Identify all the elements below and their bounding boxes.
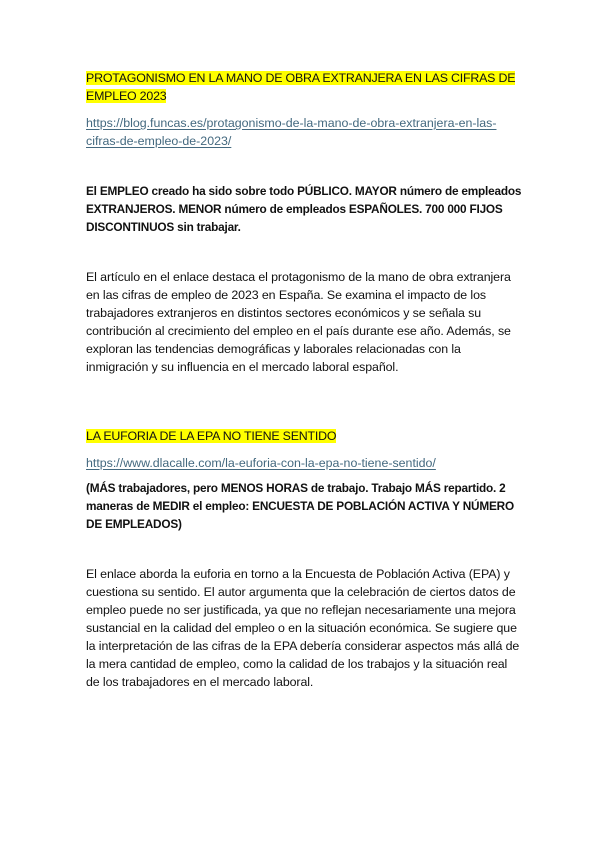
section-2-link[interactable]: https://www.dlacalle.com/la-euforia-con-la-epa-no-tiene-sentido/ [86, 456, 436, 470]
section-2-body: El enlace aborda la euforia en torno a la Encuesta de Población Activa (EPA) y cuestiona su sentido. El autor argumenta que la celebración de ciertos datos de empleo puede no ser justificada, ya que no reflejan necesariamente una mejora sustancial en la calidad del empleo o en la situación económica. Se sugiere que la interpretación de las cifras de la EPA debería considerar aspectos más allá de la mera cantidad de empleo, como la calidad de los trabajos y la situación real de los trabajadores en el mercado laboral. [86, 567, 520, 689]
section-1-link[interactable]: https://blog.funcas.es/protagonismo-de-la-mano-de-obra-extranjera-en-las-cifras-de-empleo-de-2023/ [86, 116, 497, 148]
section-2-title [86, 427, 522, 445]
section-2-summary: (MÁS trabajadores, pero MENOS HORAS de trabajo. Trabajo MÁS repartido. 2 maneras de MEDIR el empleo: ENCUESTA DE POBLACIÓN ACTIVA Y NÚMERO DE EMPLEADOS) [86, 481, 514, 531]
section-1-summary: El EMPLEO creado ha sido sobre todo PÚBLICO. MAYOR número de empleados EXTRANJEROS. MENOR número de empleados ESPAÑOLES. 700 000 FIJOS DISCONTINUOS sin trabajar. [86, 184, 522, 234]
section-2-title-text: LA EUFORIA DE LA EPA NO TIENE SENTIDO [86, 429, 337, 443]
section-1-body: El artículo en el enlace destaca el protagonismo de la mano de obra extranjera en las cifras de empleo de 2023 en España. Se examina el impacto de los trabajadores extranjeros en distintos sectores económicos y se señala su contribución al crecimiento del empleo en el país durante ese año. Además, se exploran las tendencias demográficas y laborales relacionadas con la inmigración y su influencia en el mercado laboral español. [86, 270, 511, 374]
section-1-title-text: PROTAGONISMO EN LA MANO DE OBRA EXTRANJERA EN LAS CIFRAS DE EMPLEO 2023 [86, 71, 516, 103]
section-1-title [86, 69, 522, 105]
